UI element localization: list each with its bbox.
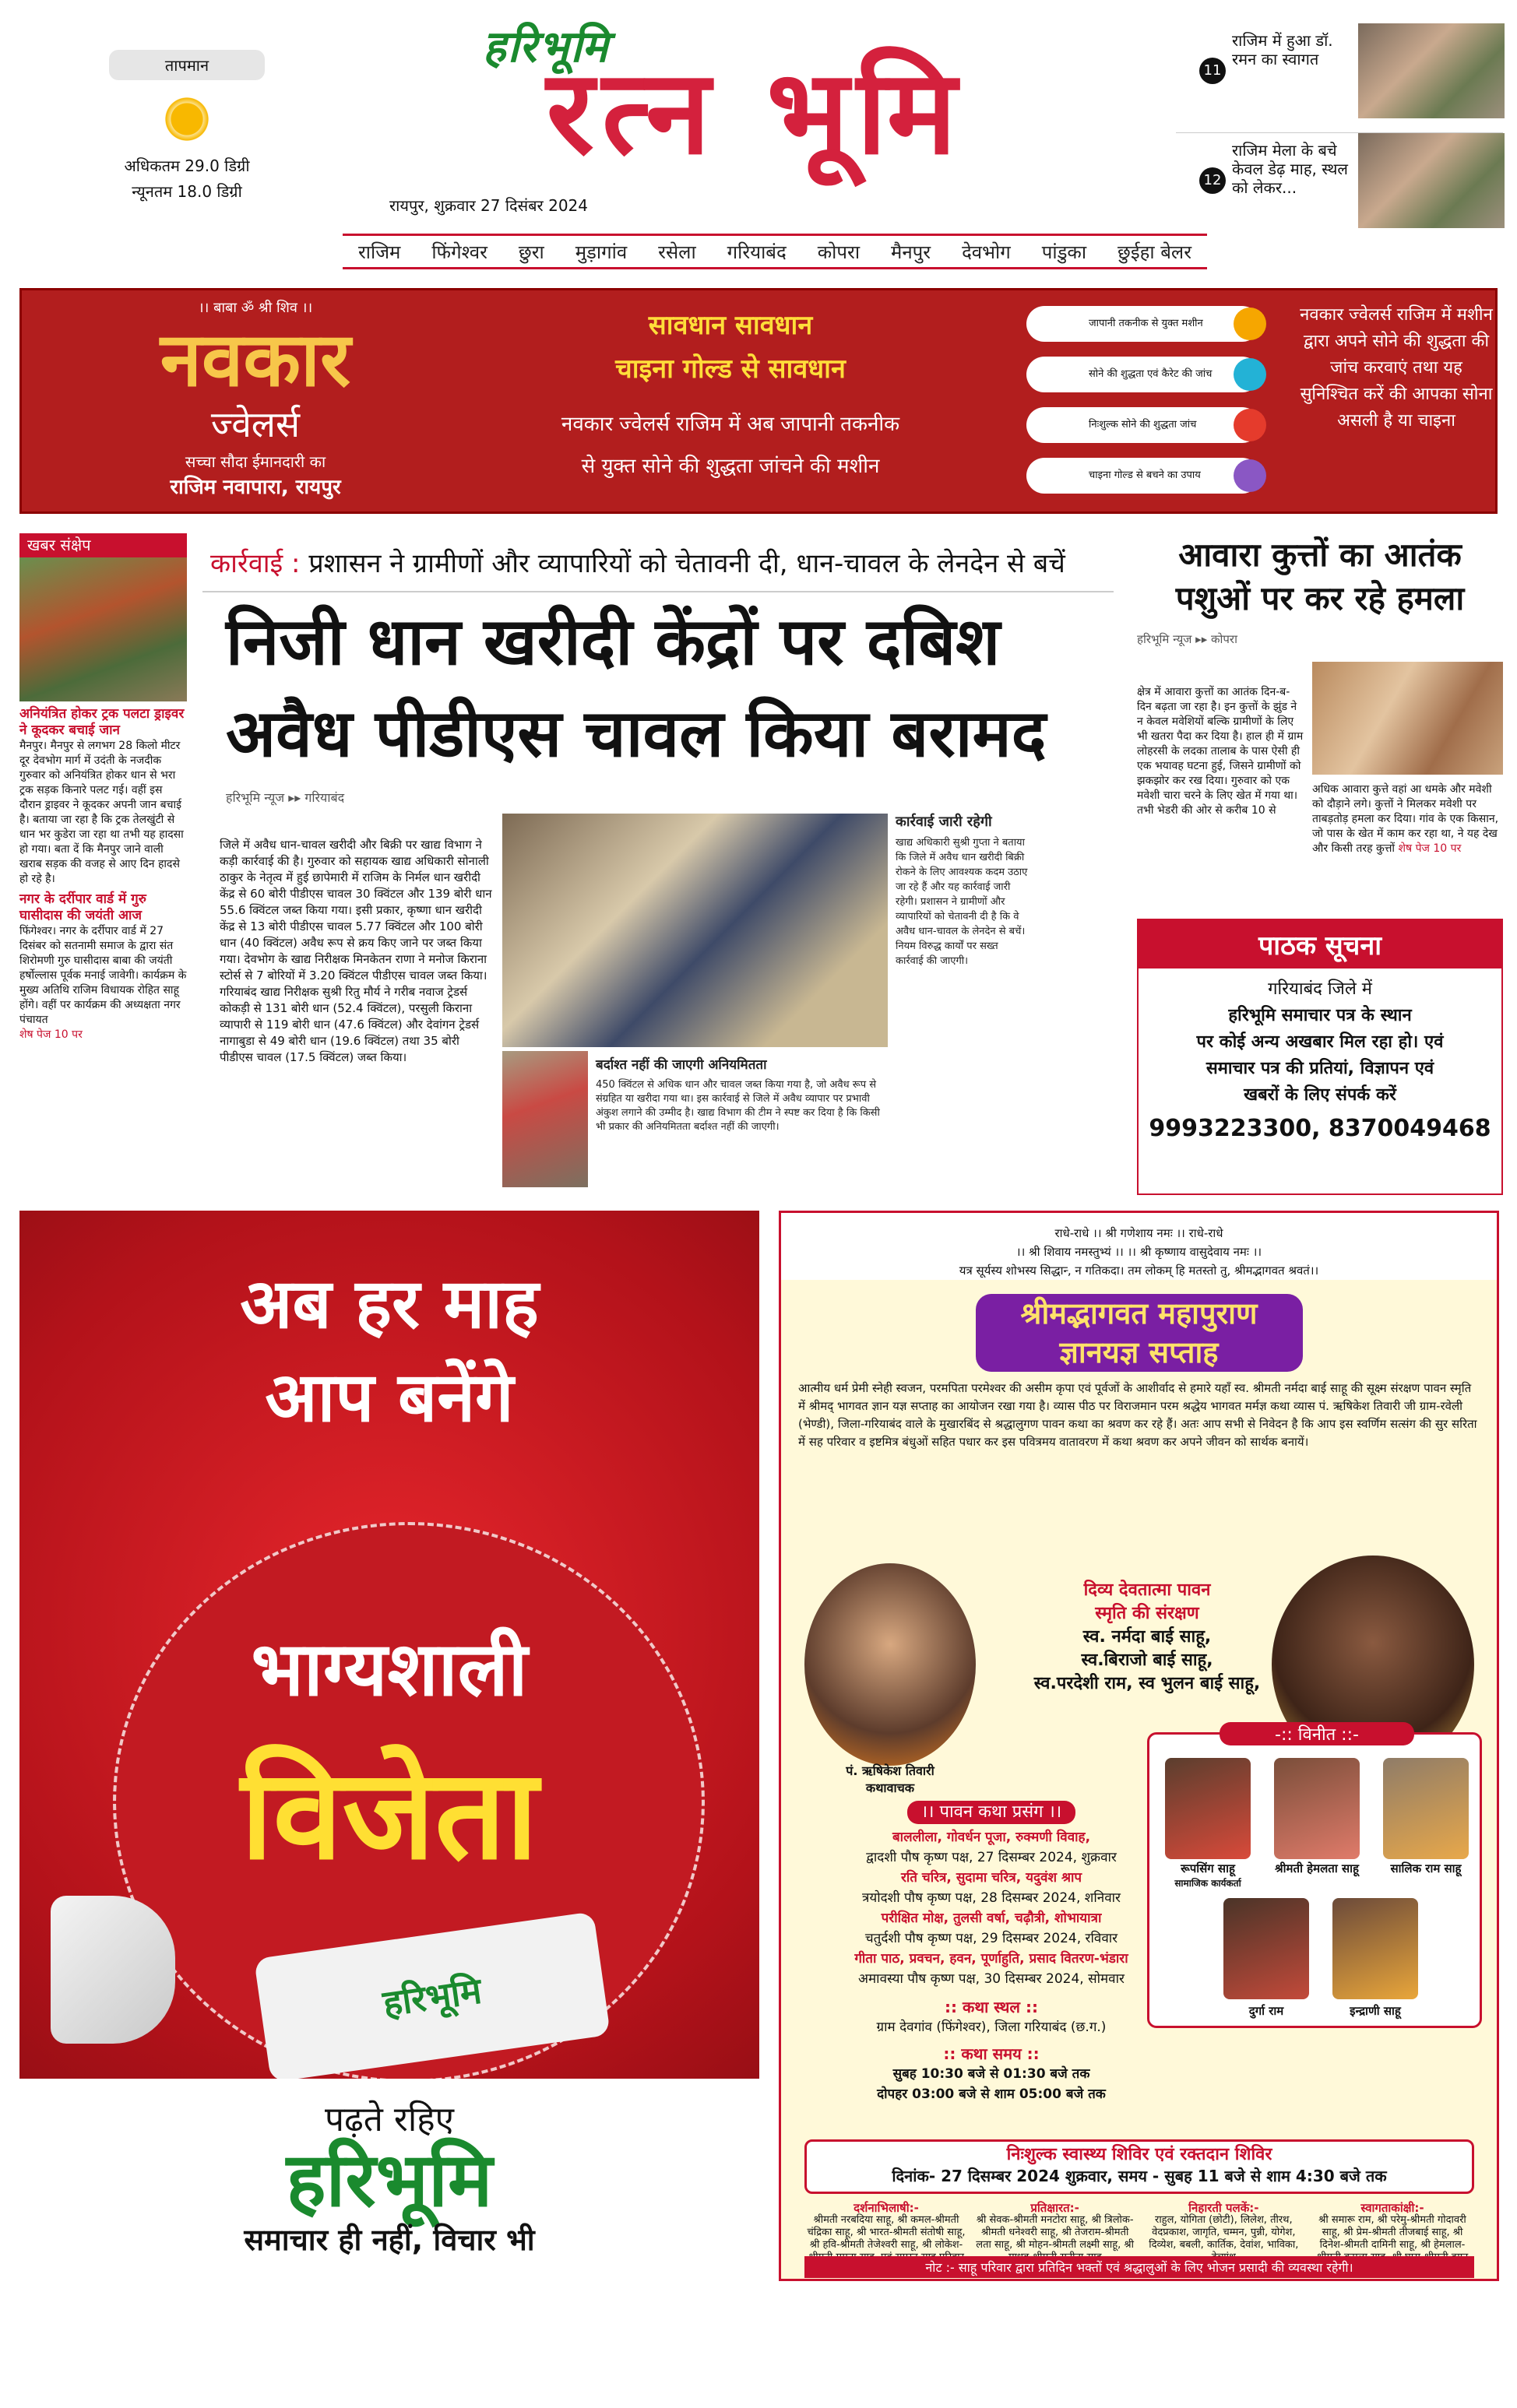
reader-notice-line: पर कोई अन्य अखबार मिल रहा हो। एवं	[1196, 1032, 1444, 1052]
teaser-photo	[1358, 23, 1505, 118]
sun-icon	[162, 94, 212, 144]
dog-body: क्षेत्र में आवारा कुत्तों का आतंक दिन-ब-दिन बढ़ता जा रहा है। इन कुत्तों के झुंड ने न केवल मवेशियों बल्कि ग्रामीणों के लिए भी खतरा पैदा कर दिया है। हाल ही में ग्राम लोहरसी के लदका तालाब के पास ऐसी ही एक भयावह घटना हुई, जिसने ग्रामीणों को झकझोर कर रख दिया। गुरुवार को एक मवेशी चारा चरने के लिए खेत में गया था। तभी भेडरी की ओर से करीब 10 से	[1137, 686, 1304, 817]
bhag-title-line1: श्रीमद्भागवत महापुराण	[1020, 1296, 1258, 1331]
ad-feature	[1026, 357, 1260, 392]
towns-strip	[343, 234, 1207, 269]
news-brief-column	[19, 533, 187, 1187]
reader-notice	[1137, 919, 1503, 1195]
brief-text: फिंगेश्वर। नगर के दर्रीपार वार्ड में 27 दिसंबर को सतनामी समाज के द्वारा संत शिरोमणी गुरु घासीदास बाबा की जयंती हर्षोल्लास पूर्वक मनाई जावेगी। कार्यक्रम के मुख्य अतिथि राजिम विधायक रोहित साहू होंगे। वहीं पर कार्यक्रम की अध्यक्षता नगर पंचायत	[19, 925, 187, 1026]
dog-story	[1137, 533, 1503, 938]
ad-brand-name: नवकार	[160, 316, 351, 403]
weather-min: न्यूनतम 18.0 डिग्री	[132, 182, 242, 201]
town: कोपरा	[817, 241, 861, 263]
masthead-title: रत्न भूमि	[546, 45, 965, 181]
weather-max: अधिकतम 29.0 डिग्री	[124, 156, 250, 175]
dog-continued[interactable]: शेष पेज 10 पर	[1398, 842, 1462, 855]
katha-date: अमावस्या पौष कृष्ण पक्ष, 30 दिसम्बर 2024, सोमवार	[858, 1971, 1125, 1987]
ad-right-text: नवकार ज्वेलर्स राजिम में मशीन द्वारा अपने सोने की शुद्धता की जांच करवाएं तथा यह सुनिश्चित करें की आपका सोना असली है या चाइना	[1300, 305, 1493, 431]
memorial-line: स्व.परदेशी राम, स्व भुलन बाई साहू,	[1033, 1674, 1261, 1693]
feature-dot-icon	[1234, 308, 1266, 340]
kicker-text: प्रशासन ने ग्रामीणों और व्यापारियों को चेतावनी दी, धान-चावल के लेनदेन से बचें	[308, 548, 1065, 579]
katha-date: चतुर्दशी पौष कृष्ण पक्ष, 29 दिसम्बर 2024, रविवार	[864, 1931, 1118, 1946]
ad-address: राजिम नवापारा, रायपुर	[170, 476, 341, 499]
memorial-line: स्मृति की संरक्षण	[1095, 1604, 1199, 1623]
memorial-line: दिव्य देवतात्मा पावन	[1083, 1580, 1211, 1600]
kicker-label: कार्रवाई :	[210, 548, 301, 579]
main-story	[202, 533, 1114, 1195]
ad-feature-text: चाइना गोल्ड से बचने का उपाय	[1089, 469, 1201, 481]
reader-notice-phone[interactable]: 9993223300, 8370049468	[1149, 1115, 1491, 1142]
feature-dot-icon	[1234, 409, 1266, 441]
ad-feature-text: सोने की शुद्धता एवं कैरेट की जांच	[1089, 368, 1213, 380]
masthead-small: हरिभूमि	[483, 22, 610, 72]
ad-mid-line2: से युक्त सोने की शुद्धता जांचने की मशीन	[581, 455, 880, 478]
teaser-text: राजिम में हुआ डॉ. रमन का स्वागत	[1232, 31, 1333, 69]
vinit-box	[1147, 1725, 1482, 2028]
vinit-head: -:: विनीत ::-	[1220, 1722, 1414, 1745]
family-column-text: राहुल, योगिता (छोटी), लिलेश, तीरथ, वेदप्रकाश, जागृति, चम्मन, पुन्नी, योगेश, दिव्येश, बबली, कार्तिक, देवांश, भाविका,	[1149, 2214, 1299, 2251]
main-headline-line1[interactable]: निजी धान खरीदी केंद्रों पर दबिश	[226, 603, 1001, 680]
family-column-head: निहारती पलकें:-	[1188, 2201, 1259, 2215]
photo-caption: 450 क्विंटल से अधिक धान और चावल जब्त किया गया है, जो अवैध रूप से संग्रहित या खरीदा गया था। इस कार्रवाई से जिले में अवैध व्यापार पर प्रभावी अंकुश लगाने की उम्मीद है। खाद्य विभाग की टीम ने स्पष्ट कर दिया है कि किसी भी प्रकार की अनियमितता बर्दाश्त नहीं की जाएगी।	[596, 1079, 880, 1133]
katha-item: गीता पाठ, प्रवचन, हवन, पूर्णाहुति, प्रसाद वितरण-भंडारा	[854, 1951, 1128, 1967]
injured-cattle-photo	[1312, 662, 1503, 775]
truck-photo	[19, 557, 187, 701]
main-headline-line2[interactable]: अवैध पीडीएस चावल किया बरामद	[226, 695, 1047, 772]
reader-notice-head: पाठक सूचना	[1139, 920, 1501, 968]
bhag-note: नोट :- साहू परिवार द्वारा प्रतिदिन भक्तों एवं श्रद्धालुओं के लिए भोजन प्रसादी की व्यवस्था रहेगी।	[804, 2256, 1474, 2278]
brief-text: मैनपुर। मैनपुर से लगभग 28 किलो मीटर दूर देवभोग मार्ग में उदंती के नजदीक गुरुवार को अनियंत्रित होकर धान से भरा ट्रक सड़क किनारे पलट गई। वहीं इस दौरान ड्राइवर ने कूदकर अपनी जान बचाई है। बताया जा रहा है कि ट्रक तेलखुंटी से धान भर कुडेरा जा रहा था तभी यह हादसा हो गया। बता दें कि मैनपुर जाने वाली खराब सड़क की वजह से आए दिन हादसे हो रहे है।	[19, 740, 184, 885]
priest-caption	[804, 1762, 976, 1796]
ad-mid-line1: नवकार ज्वेलर्स राजिम में अब जापानी तकनीक	[561, 413, 900, 436]
memorial-text	[984, 1579, 1311, 1696]
brief-continued[interactable]: शेष पेज 10 पर	[19, 1028, 83, 1041]
person-photo	[1274, 1758, 1360, 1859]
teaser-photo	[1358, 133, 1505, 228]
family-column-text: श्रीमती नरबदिया साहू, श्री कमल-श्रीमती चंद्रिका साहू, श्री भारत-श्रीमती संतोषी साहू, श्री हवि-श्रीमती तेजेश्वरी साहू, श्री लोकेश-	[807, 2214, 966, 2251]
ad-warning-line2: चाइना गोल्ड से सावधान	[615, 353, 846, 385]
family-column-head: स्वागताकांक्षी:-	[1360, 2201, 1424, 2215]
lucky-line1a: अब हर माह	[240, 1264, 539, 1344]
brief-headline[interactable]: अनियंत्रित होकर ट्रक पलटा ड्राइवर ने कूदकर बचाई जान	[19, 706, 185, 738]
ad-invocation: ।। बाबा ॐ श्री शिव ।।	[198, 300, 313, 316]
katha-item: बाललीला, गोवर्धन पूजा, रुक्मणी विवाह,	[892, 1830, 1091, 1845]
paper-logo: हरिभूमि	[380, 1969, 484, 2025]
ad-brand-sub: ज्वेलर्स	[210, 403, 301, 445]
ad-feature-text: जापानी तकनीक से युक्त मशीन	[1089, 318, 1203, 329]
person-photo	[1223, 1898, 1309, 1999]
raid-team-photo	[502, 814, 888, 1047]
person-photo	[1165, 1758, 1251, 1859]
reader-notice-line: गरियाबंद जिले में	[1268, 979, 1372, 999]
brief-header: खबर संक्षेप	[19, 533, 187, 557]
feature-dot-icon	[1234, 358, 1266, 391]
bhag-top-line: राधे-राधे ।। श्री गणेशाय नमः ।। राधे-राधे	[1054, 1226, 1223, 1240]
weather-box	[109, 50, 265, 221]
winner-word: विजेता	[241, 1742, 538, 1887]
vinit-name: दुर्गा राम	[1248, 2004, 1284, 2018]
masthead	[436, 16, 1044, 218]
town: देवभोग	[962, 241, 1011, 263]
family-column-head: दर्शनाभिलाषी:-	[854, 2201, 919, 2215]
teaser-page-number: 12	[1199, 167, 1226, 194]
main-body: जिले में अवैध धान-चावल खरीदी और बिक्री पर खाद्य विभाग ने कड़ी कार्रवाई की है। गुरुवार को सहायक खाद्य अधिकारी सोनाली ठाकुर के नेतृत्व में हुई छापेमारी में राजिम के निर्मल धान खरीदी केंद्र से 60 बोरी पीडीएस चावल 30 क्विंटल और 139 बोरी धान 55.6 क्विंटल जब्त किया गया। इसी प्रकार, कृष्णा धान खरीदी केंद्र से 13 बोरी पीडीएस चावल 5.77 क्विंटल और 100 बोरी धान (40 क्विंटल) अवैध रूप से क्रय किए जाने पर जब्त किया गया। देवभोग के खाद्य निरीक्षक मिनकेतन राणा ने मनोज किराना स्टोर्स से 7 बोरियों में 3.20 क्विंटल पीडीएस चावल जब्त किया। गरियाबंद खाद्य निरीक्षक सुश्री रितु मौर्य ने गरीब नवाज ट्रेडर्स कोकड़ी से 131 बोरी धान (52.4 क्विंटल), परसुली किराना व्यापारी से 119 बोरी धान (47.6 क्विंटल) और देवांगन ट्रेडर्स नागाबुडा से 49 बोरी धान (19.6 क्विंटल) तथा 35 बोरी पीडीएस चावल (17.5 क्विंटल) जब्त किया।	[220, 838, 492, 1064]
ad-tagline: सच्चा सौदा ईमानदारी का	[185, 452, 326, 471]
haribhoomi-logo: हरिभूमि	[286, 2136, 493, 2223]
sidebar-text: खाद्य अधिकारी सुश्री गुप्ता ने बताया कि जिले में अवैध धान खरीदी बिक्री रोकने के लिए आवश्यक कदम उठाए जा रहे हैं और यह कार्रवाई जारी रहेगी। प्रशासन ने ग्रामीणों और व्यापारियों को चेतावनी दी है कि वे अवैध धान-चावल के लेनदेन से बचें। नियम विरुद्ध कार्यों पर सख्त कार्रवाई की जाएगी।	[896, 837, 1028, 967]
katha-date: द्वादशी पौष कृष्ण पक्ष, 27 दिसम्बर 2024, शुक्रवार	[866, 1850, 1117, 1865]
teaser[interactable]	[1176, 23, 1503, 121]
dog-body-text: अधिक आवारा कुत्ते वहां आ धमके और मवेशी को दौड़ाने लगे। कुत्तों ने मिलकर मवेशी पर ताबड़तोड़ हमला कर दिया। गांव के एक किसान, जो पास के खेत में काम कर रहा था, ने यह देख और किसी तरह कुत्तों	[1312, 783, 1499, 855]
teaser[interactable]	[1176, 132, 1503, 230]
haribhoomi-slogan: समाचार ही नहीं, विचार भी	[244, 2223, 535, 2257]
ad-feature	[1026, 458, 1260, 494]
town: छुरा	[518, 241, 544, 263]
person-photo	[1383, 1758, 1469, 1859]
vinit-name	[1149, 1861, 1266, 1889]
ad-feature	[1026, 306, 1260, 342]
vinit-name-text: रूपसिंग साहू	[1181, 1861, 1235, 1875]
katha-time-head: :: कथा समय ::	[943, 2044, 1040, 2063]
family-column-head: प्रतिक्षारत:-	[1030, 2201, 1079, 2215]
family-column-text: श्री समारू राम, श्री परेमु-श्रीमती गोदावरी साहू, श्री प्रेम-श्रीमती तीजबाई साहू, श्री दिनेश-श्रीमती दामिनी साहू, श्री हेमलाल-	[1318, 2214, 1466, 2251]
town: मैनपुर	[890, 241, 931, 263]
priest-role: कथावाचक	[865, 1781, 915, 1795]
navkar-logo-area	[37, 298, 473, 508]
vinit-name: सालिक राम साहू	[1390, 1861, 1462, 1875]
ad-feature	[1026, 407, 1260, 443]
vinit-name: श्रीमती हेमलता साहू	[1275, 1861, 1359, 1875]
katha-venue: ग्राम देवगांव (फिंगेश्वर), जिला गरियाबंद (छ.ग.)	[876, 2020, 1107, 2035]
dateline: रायपुर, शुक्रवार 27 दिसंबर 2024	[389, 196, 588, 215]
reader-notice-line: खबरों के लिए संपर्क करें	[1244, 1085, 1396, 1105]
weather-label: तापमान	[109, 50, 265, 80]
health-camp-banner	[804, 2139, 1474, 2194]
ad-warning	[481, 298, 980, 508]
bhag-title-line2: ज्ञानयज्ञ सप्ताह	[1059, 1335, 1219, 1369]
megaphone-icon	[51, 1896, 175, 2044]
town: फिंगेश्वर	[431, 241, 487, 263]
reader-notice-line: समाचार पत्र की प्रतियां, विज्ञापन एवं	[1206, 1059, 1434, 1078]
family-column-text: श्री सेवक-श्रीमती मनटोरा साहू, श्री त्रिलोक-श्रीमती धनेश्वरी साहू, श्री तेजराम-श्रीमती लता साहू, श्री मोहन-श्रीमती लक्ष्मी साहू, श्री	[976, 2214, 1135, 2251]
lucky-line1b: आप बनेंगे	[265, 1357, 514, 1437]
katha-venue-head: :: कथा स्थल ::	[945, 1998, 1038, 2016]
main-byline: हरिभूमि न्यूज ▸▸ गरियाबंद	[226, 790, 345, 805]
photo-caption-head: बर्दाश्त नहीं की जाएगी अनियमितता	[596, 1057, 767, 1073]
main-kicker	[202, 533, 1114, 592]
bhag-top-line: यत्र सूर्यस्य शोभस्य सिद्धान्‍, न गतिकदा। तम लोकम् हि मतस्तो तु, श्रीमद्भागवत श्रवतं।।	[959, 1264, 1319, 1278]
katha-date: त्रयोदशी पौष कृष्ण पक्ष, 28 दिसम्बर 2024, शनिवार	[861, 1890, 1121, 1906]
bhag-invocations	[781, 1213, 1497, 1280]
katha-time: सुबह 10:30 बजे से 01:30 बजे तक	[892, 2066, 1090, 2082]
town: गरियाबंद	[727, 241, 787, 263]
katha-item: परीक्षित मोक्ष, तुलसी वर्षा, चढ़ौत्री, शोभायात्रा	[881, 1911, 1102, 1926]
priest-photo	[804, 1563, 976, 1766]
teaser-page-number: 11	[1199, 58, 1226, 84]
memorial-line: स्व.बिराजो बाई साहू,	[1081, 1650, 1213, 1670]
katha-schedule	[812, 1801, 1170, 2104]
lucky-winner-ad[interactable]	[19, 1211, 759, 2257]
keep-reading: पढ़ते रहिए	[325, 2100, 454, 2139]
bhagwat-katha-ad[interactable]	[779, 1211, 1499, 2281]
town: पांडुका	[1041, 241, 1087, 263]
sidebar-head: कार्रवाई जारी रहेगी	[896, 814, 992, 830]
person-photo	[1332, 1898, 1418, 1999]
main-sidebar	[896, 814, 1028, 968]
town: मुड़ागांव	[575, 241, 628, 263]
town: छुईहा बेलर	[1118, 241, 1192, 263]
brief-headline[interactable]: नगर के दर्रीपार वार्ड में गुरु घासीदास की जयंती आज	[19, 891, 146, 923]
katha-head: ।। पावन कथा प्रसंग ।।	[907, 1801, 1075, 1824]
bhag-top-line: ।। श्री शिवाय नमस्तुभ्यं ।। ।। श्री कृष्णाय वासुदेवाय नमः ।।	[1015, 1245, 1262, 1259]
memorial-line: स्व. नर्मदा बाई साहू,	[1082, 1627, 1212, 1647]
town: रसेला	[658, 241, 696, 263]
reader-notice-line: हरिभूमि समाचार पत्र के स्थान	[1228, 1006, 1412, 1025]
ad-warning-line1: सावधान सावधान	[648, 310, 813, 341]
lucky-footer	[19, 2079, 759, 2257]
bhag-title	[976, 1294, 1303, 1372]
camp-date: दिनांक- 27 दिसम्बर 2024 शुक्रवार, समय - सुबह 11 बजे से शाम 4:30 बजे तक	[892, 2167, 1387, 2185]
lucky-line1	[19, 1257, 759, 1444]
camp-title: निःशुल्क स्वास्थ्य शिविर एवं रक्तदान शिविर	[1006, 2145, 1272, 2164]
dog-byline: हरिभूमि न्यूज ▸▸ कोपरा	[1137, 632, 1237, 646]
dog-body-continued	[1312, 782, 1503, 856]
katha-item: रति चरित्र, सुदामा चरित्र, यदुवंश श्राप	[900, 1870, 1082, 1886]
rice-bags-photo	[502, 1051, 588, 1187]
priest-name: पं. ऋषिकेश तिवारी	[846, 1763, 934, 1778]
dog-headline[interactable]: आवारा कुत्तों का आतंक पशुओं पर कर रहे हमला	[1175, 536, 1465, 617]
navkar-jewellers-ad[interactable]	[19, 288, 1498, 514]
ad-features	[995, 298, 1291, 508]
teaser-text: राजिम मेला के बचे केवल डेढ़ माह, स्थल को लेकर...	[1232, 141, 1348, 197]
katha-time: दोपहर 03:00 बजे से शाम 05:00 बजे तक	[877, 2086, 1106, 2102]
ad-feature-text: निःशुल्क सोने की शुद्धता जांच	[1089, 419, 1197, 431]
town: राजिम	[357, 241, 401, 263]
lucky-word: भाग्यशाली	[251, 1626, 528, 1713]
vinit-role: सामाजिक कार्यकर्ता	[1174, 1878, 1241, 1889]
feature-dot-icon	[1234, 459, 1266, 492]
vinit-name: इन्द्राणी साहू	[1350, 2004, 1401, 2018]
bhag-intro: आत्मीय धर्म प्रेमी स्नेही स्वजन, परमपिता परमेश्वर की असीम कृपा एवं पूर्वजों के आशीर्वाद से हमारे यहाँ स्व. श्रीमती नर्मदा बाई साहू की सूक्ष्म संरक्षण पावन स्मृति में श्रीमद् भागवत ज्ञान यज्ञ सप्ताह का आयोजन रखा गया है। व्यास पीठ पर विराजमान परम श्रद्धेय भागवत मर्मज्ञ कथा व्यास पं. ऋषिकेश तिवारी जी ग्राम-रवेली (भेण्डी), जिला-गरियाबंद वाले के मुखारबिंद से श्रद्धालुगण पावन कथा का श्रवण कर रहे हैं। अतः आप सभी से निवेदन है कि आप इस स्वर्णिम सत्संग की सुर सरिता में सह परिवार व इष्टमित्र बंधुओं सहित पधार कर इस पवित्रमय वातावरण में कथा श्रवण कर अपने जीवन को सार्थक बनायें।	[798, 1381, 1477, 1449]
